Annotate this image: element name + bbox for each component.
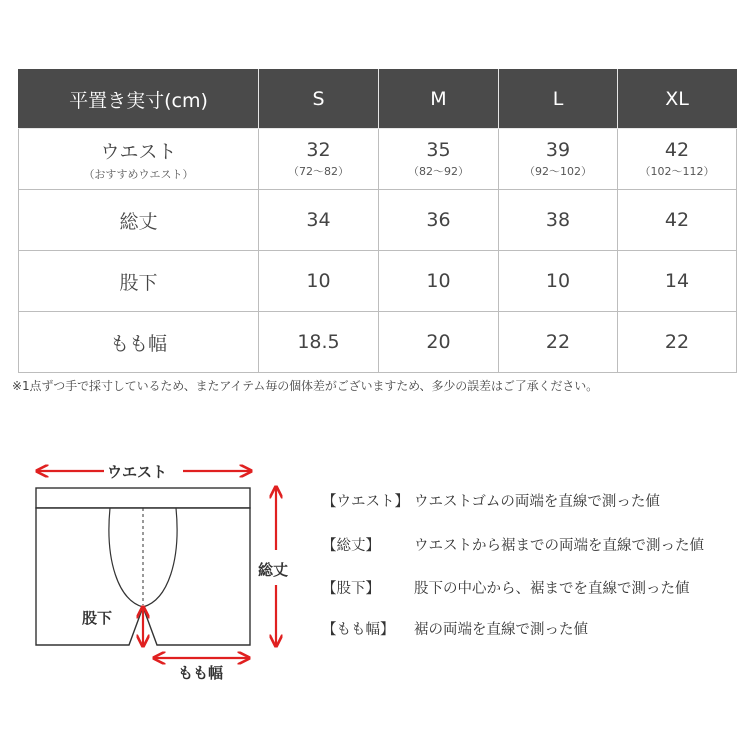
waist-label: ウエスト — [107, 463, 168, 481]
legend-desc: 裾の両端を直線で測った値 — [414, 622, 588, 638]
cell-value: 42 — [664, 139, 690, 161]
length-label: 総丈 — [258, 561, 289, 579]
cell-value: 10 — [379, 251, 499, 312]
row-sublabel: （おすすめウエスト） — [83, 167, 194, 181]
table-cell — [259, 129, 379, 190]
cell-value: 38 — [499, 190, 618, 251]
cell-value: 14 — [618, 251, 737, 312]
cell-subvalue: （82〜92） — [408, 165, 469, 178]
row-label: もも幅 — [19, 312, 259, 373]
legend-key: 【ウエスト】 — [322, 494, 409, 510]
inseam-label: 股下 — [82, 609, 113, 627]
cell-value: 35 — [426, 139, 451, 161]
row-label-cell — [19, 129, 259, 190]
cell-subvalue: （102〜112） — [639, 165, 715, 178]
cell-value: 22 — [499, 312, 618, 373]
cell-value: 32 — [306, 139, 331, 161]
header-size-m: M — [379, 70, 499, 129]
measurement-note: ※1点ずつ手で採寸しているため、またアイテム毎の個体差がございますため、多少の誤差はご了承ください。 — [12, 379, 599, 393]
row-label: 股下 — [19, 251, 259, 312]
table-row-thigh — [19, 312, 737, 373]
measurement-diagram — [0, 440, 320, 700]
table-cell — [379, 129, 499, 190]
cell-value: 20 — [379, 312, 499, 373]
waistband-shape — [36, 488, 250, 508]
cell-subvalue: （92〜102） — [524, 165, 592, 178]
table-row-length — [19, 190, 737, 251]
header-size-xl: XL — [618, 70, 737, 129]
header-size-s: S — [259, 70, 379, 129]
table-cell — [499, 129, 618, 190]
header-size-l: L — [499, 70, 618, 129]
legend-key: 【股下】 — [322, 581, 380, 597]
cell-subvalue: （72〜82） — [288, 165, 349, 178]
header-measure: 平置き実寸(cm) — [19, 70, 259, 129]
cell-value: 18.5 — [259, 312, 379, 373]
row-label: ウエスト — [100, 140, 177, 163]
cell-value: 10 — [259, 251, 379, 312]
cell-value: 22 — [618, 312, 737, 373]
legend-desc: 股下の中心から、裾までを直線で測った値 — [414, 581, 690, 597]
legend-key: 【総丈】 — [322, 538, 380, 554]
thigh-label: もも幅 — [178, 664, 224, 682]
cell-value: 39 — [545, 139, 571, 161]
cell-value: 42 — [618, 190, 737, 251]
legend-desc: ウエストゴムの両端を直線で測った値 — [414, 494, 660, 510]
cell-value: 36 — [379, 190, 499, 251]
cell-value: 10 — [499, 251, 618, 312]
table-cell — [618, 129, 737, 190]
cell-value: 34 — [259, 190, 379, 251]
table-row-inseam — [19, 251, 737, 312]
legend-key: 【もも幅】 — [322, 622, 395, 638]
size-table — [18, 69, 737, 373]
table-header-row — [19, 70, 737, 129]
row-label: 総丈 — [19, 190, 259, 251]
table-row-waist — [19, 129, 737, 190]
legend-desc: ウエストから裾までの両端を直線で測った値 — [414, 538, 704, 554]
